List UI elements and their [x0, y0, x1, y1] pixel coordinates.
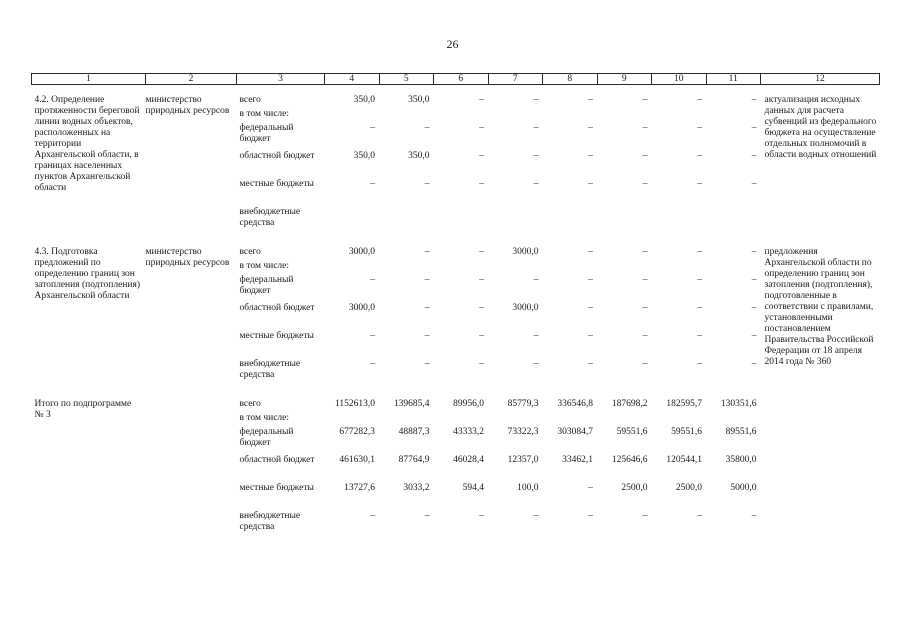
funding-value	[543, 413, 598, 427]
funding-value	[652, 207, 707, 235]
funding-value: –	[588, 359, 593, 369]
funding-value: 182595,7	[666, 399, 702, 409]
funding-source: внебюджетные средства	[239, 511, 301, 532]
funding-value: 303084,7	[557, 427, 593, 437]
funding-value: –	[479, 179, 484, 189]
funding-value: 350,0	[408, 95, 430, 105]
funding-value: –	[424, 511, 430, 521]
funding-value: –	[697, 179, 702, 189]
table-row	[32, 399, 880, 413]
funding-value	[488, 109, 543, 123]
funding-value: –	[751, 179, 757, 189]
funding-value: –	[533, 331, 539, 341]
funding-value: –	[479, 331, 484, 341]
funding-value: –	[697, 95, 702, 105]
funding-value	[597, 207, 652, 235]
funding-value: 139685,4	[393, 399, 430, 409]
funding-value: 89551,6	[725, 427, 757, 437]
funding-value: –	[588, 95, 593, 105]
funding-value: –	[588, 303, 593, 313]
funding-value: 2500,0	[621, 483, 648, 493]
column-header-8: 8	[543, 74, 598, 85]
funding-value: –	[479, 123, 484, 133]
funding-value: –	[588, 483, 593, 493]
funding-value	[706, 207, 761, 235]
funding-value: –	[751, 331, 757, 341]
funding-source: в том числе:	[239, 109, 290, 119]
column-header-11: 11	[706, 74, 761, 85]
funding-value: 120544,1	[666, 455, 702, 465]
responsible-executor: министерство природных ресурсов	[145, 247, 230, 268]
column-header-9: 9	[597, 74, 652, 85]
funding-source: всего	[239, 247, 261, 257]
funding-value: –	[588, 331, 593, 341]
funding-value: –	[424, 275, 430, 285]
funding-value: –	[533, 511, 539, 521]
funding-source: федеральный бюджет	[239, 123, 294, 144]
column-header-2: 2	[146, 74, 237, 85]
funding-value	[325, 109, 380, 123]
funding-value: –	[751, 247, 757, 257]
funding-value: –	[642, 247, 648, 257]
funding-value	[434, 261, 489, 275]
funding-value: 100,0	[517, 483, 539, 493]
funding-value: –	[533, 123, 539, 133]
funding-value: 33462,1	[562, 455, 593, 465]
funding-value: 46028,4	[453, 455, 484, 465]
funding-value	[597, 413, 652, 427]
funding-source: областной бюджет	[239, 303, 315, 313]
funding-value: 3000,0	[348, 247, 375, 257]
funding-value: –	[751, 359, 757, 369]
funding-value: 12357,0	[507, 455, 539, 465]
column-header-6: 6	[434, 74, 489, 85]
funding-value: –	[424, 179, 430, 189]
funding-value	[706, 413, 761, 427]
funding-value: 59551,6	[616, 427, 648, 437]
funding-value: –	[697, 247, 702, 257]
funding-value	[652, 413, 707, 427]
funding-value: –	[751, 303, 757, 313]
column-header-4: 4	[325, 74, 380, 85]
responsible-executor	[146, 399, 237, 539]
funding-value: –	[479, 359, 484, 369]
funding-value: –	[424, 331, 430, 341]
funding-value: –	[588, 123, 593, 133]
funding-value: –	[642, 151, 648, 161]
funding-value: 48887,3	[398, 427, 430, 437]
funding-value: –	[479, 275, 484, 285]
funding-value	[543, 207, 598, 235]
funding-value: –	[533, 179, 539, 189]
funding-value: –	[424, 359, 430, 369]
table-row	[32, 247, 880, 261]
funding-value	[543, 109, 598, 123]
funding-value: –	[642, 331, 648, 341]
funding-value: –	[479, 95, 484, 105]
funding-value: –	[697, 151, 702, 161]
funding-value: 594,4	[462, 483, 484, 493]
funding-value: –	[370, 275, 375, 285]
funding-source: внебюджетные средства	[239, 359, 301, 380]
table-body	[32, 85, 880, 540]
funding-source: федеральный бюджет	[239, 427, 294, 448]
funding-value	[379, 207, 434, 235]
funding-value: –	[751, 123, 757, 133]
funding-value: 73322,3	[507, 427, 539, 437]
funding-value: –	[751, 511, 757, 521]
funding-value: –	[479, 247, 484, 257]
funding-value: –	[479, 303, 484, 313]
funding-value: –	[697, 511, 702, 521]
column-header-12: 12	[761, 74, 880, 85]
funding-value	[488, 261, 543, 275]
funding-value: 187698,2	[611, 399, 648, 409]
table-row	[32, 95, 880, 109]
funding-value: –	[424, 123, 430, 133]
funding-value: –	[642, 179, 648, 189]
funding-value: –	[424, 247, 430, 257]
funding-value: –	[751, 275, 757, 285]
funding-value: –	[588, 511, 593, 521]
column-header-7: 7	[488, 74, 543, 85]
row-spacer	[32, 387, 880, 399]
funding-value	[325, 207, 380, 235]
funding-value: 3000,0	[348, 303, 375, 313]
funding-value	[652, 261, 707, 275]
funding-value: 125646,6	[611, 455, 648, 465]
funding-value: –	[533, 275, 539, 285]
funding-value: 43333,2	[453, 427, 484, 437]
funding-value: 350,0	[353, 151, 375, 161]
funding-value: –	[588, 179, 593, 189]
funding-value: 35800,0	[725, 455, 757, 465]
funding-value: 336546,8	[557, 399, 593, 409]
funding-value: –	[588, 151, 593, 161]
funding-value: –	[697, 275, 702, 285]
funding-value	[706, 261, 761, 275]
funding-value: –	[370, 511, 375, 521]
funding-value: 2500,0	[675, 483, 702, 493]
funding-value: 5000,0	[730, 483, 757, 493]
funding-value: –	[370, 331, 375, 341]
funding-value	[652, 109, 707, 123]
funding-value: –	[642, 511, 648, 521]
funding-value: 85779,3	[507, 399, 539, 409]
funding-value: –	[697, 303, 702, 313]
funding-source: местные бюджеты	[239, 331, 314, 341]
row-spacer	[32, 85, 880, 96]
funding-value: –	[642, 303, 648, 313]
funding-value: –	[642, 95, 648, 105]
funding-source: местные бюджеты	[239, 179, 314, 189]
funding-value: 87764,9	[398, 455, 430, 465]
funding-value: –	[533, 151, 539, 161]
funding-value	[325, 413, 380, 427]
funding-source: областной бюджет	[239, 455, 315, 465]
funding-value	[379, 109, 434, 123]
funding-value: 461630,1	[339, 455, 375, 465]
measure-name: 4.3. Подготовка предложений по определению границ зон затопления (подтопления) Архангельской области	[34, 247, 141, 301]
funding-value: –	[588, 247, 593, 257]
funding-value: –	[424, 303, 430, 313]
funding-value: –	[697, 359, 702, 369]
funding-source: местные бюджеты	[239, 483, 314, 493]
funding-value	[434, 413, 489, 427]
page-number: 26	[446, 37, 459, 51]
funding-value: 3000,0	[512, 303, 539, 313]
column-header-3: 3	[237, 74, 325, 85]
funding-source: в том числе:	[239, 261, 290, 271]
row-spacer	[32, 235, 880, 247]
funding-value: –	[479, 511, 484, 521]
funding-value: –	[370, 123, 375, 133]
funding-value	[706, 109, 761, 123]
funding-value	[597, 261, 652, 275]
funding-value: 677282,3	[339, 427, 375, 437]
funding-value: 350,0	[353, 95, 375, 105]
funding-value: –	[479, 151, 484, 161]
expected-result: предложения Архангельской области по определению границ зон затопления (подтопления), подготовленные в соответствии с правилами, установленными постановлением Правительства Российской Федерации от 18 апреля 2014 года № 360	[764, 247, 874, 367]
funding-value: –	[642, 275, 648, 285]
program-table	[31, 73, 880, 539]
funding-value: –	[642, 123, 648, 133]
funding-source: всего	[239, 399, 261, 409]
funding-value	[488, 413, 543, 427]
funding-value: –	[751, 95, 757, 105]
expected-result	[761, 399, 880, 539]
column-header-5: 5	[379, 74, 434, 85]
funding-value: –	[697, 331, 702, 341]
funding-value: –	[697, 123, 702, 133]
funding-source: федеральный бюджет	[239, 275, 294, 296]
funding-value: 89956,0	[453, 399, 484, 409]
funding-value	[379, 261, 434, 275]
funding-value: –	[533, 95, 539, 105]
funding-value: –	[370, 179, 375, 189]
funding-source: всего	[239, 95, 261, 105]
funding-value: 3000,0	[512, 247, 539, 257]
expected-result: актуализация исходных данных для расчета субвенций из федерального бюджета на осуществление отдельных полномочий в области водных отношений	[764, 95, 877, 160]
funding-value	[434, 109, 489, 123]
column-header-row	[32, 74, 880, 85]
funding-value: 130351,6	[720, 399, 757, 409]
funding-value: 59551,6	[671, 427, 702, 437]
funding-value: –	[533, 359, 539, 369]
funding-value: 350,0	[408, 151, 430, 161]
funding-source: внебюджетные средства	[239, 207, 301, 228]
funding-value: –	[588, 275, 593, 285]
funding-value	[325, 261, 380, 275]
funding-value: 3033,2	[403, 483, 430, 493]
funding-value	[543, 261, 598, 275]
funding-value: 1152613,0	[334, 399, 375, 409]
funding-value: 13727,6	[344, 483, 375, 493]
column-header-1: 1	[32, 74, 146, 85]
funding-value	[434, 207, 489, 235]
funding-value	[488, 207, 543, 235]
funding-source: областной бюджет	[239, 151, 315, 161]
responsible-executor: министерство природных ресурсов	[145, 95, 230, 116]
funding-value	[379, 413, 434, 427]
funding-value: –	[642, 359, 648, 369]
funding-value: –	[751, 151, 757, 161]
measure-name: 4.2. Определение протяженности береговой линии водных объектов, расположенных на территории Архангельской области, в границах населенных пунктов Архангельской области	[34, 95, 140, 193]
funding-source: в том числе:	[239, 413, 290, 423]
funding-value: –	[370, 359, 375, 369]
measure-name: Итого по подпрограмме № 3	[34, 399, 132, 420]
funding-value	[597, 109, 652, 123]
column-header-10: 10	[652, 74, 707, 85]
